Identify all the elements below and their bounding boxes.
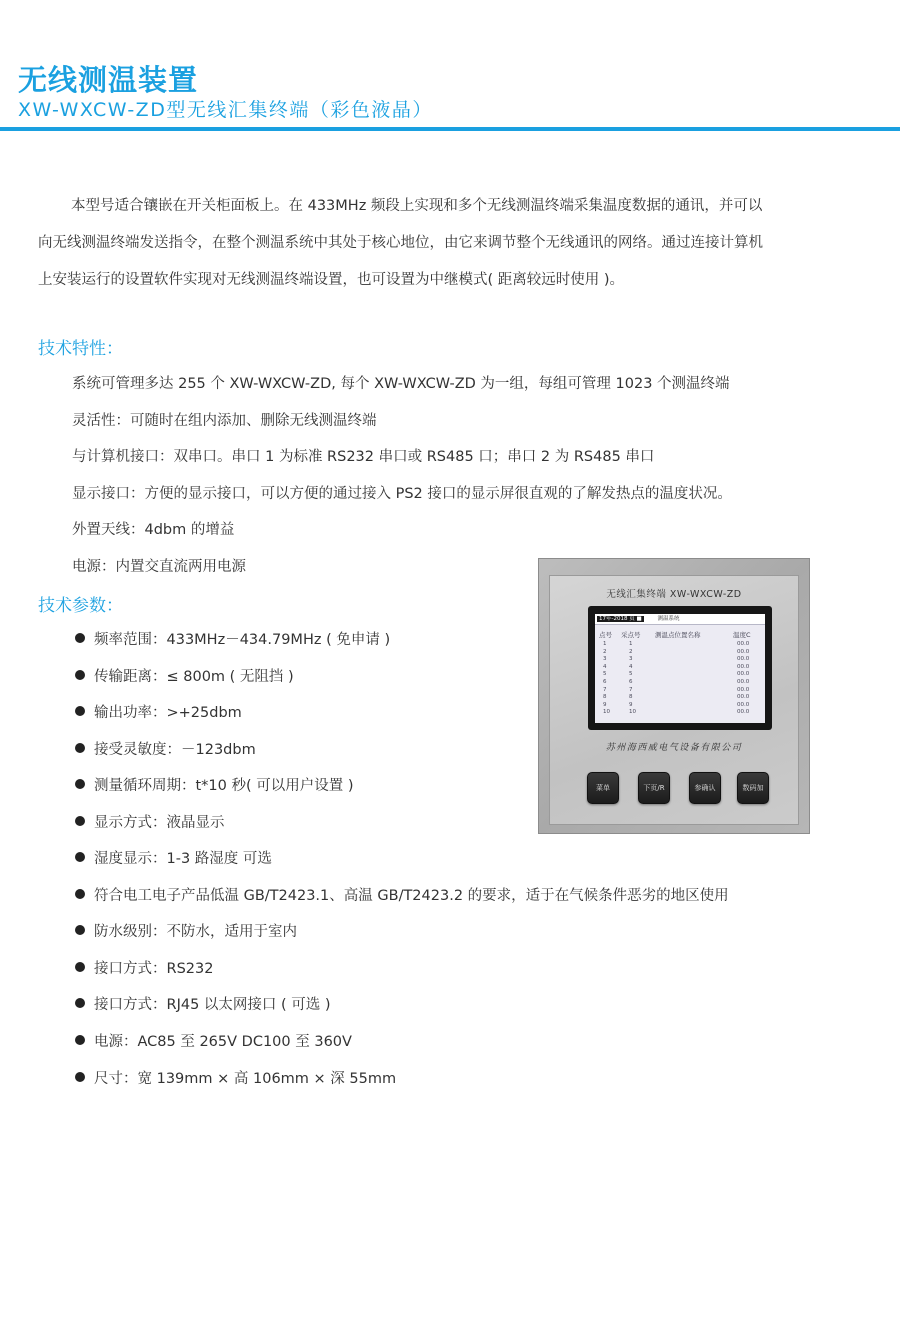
intro-paragraph <box>38 188 838 299</box>
spec-item: 接受灵敏度：－123dbm <box>75 738 256 759</box>
lcd-display <box>595 614 765 723</box>
spec-item: 测量循环周期：t*10 秒( 可以用户设置 ) <box>75 774 354 795</box>
spec-item: 显示方式：液晶显示 <box>75 811 225 832</box>
bullet-icon <box>75 998 85 1008</box>
device-next-button: 下页/R <box>638 772 670 804</box>
feature-item: 外置天线：4dbm 的增益 <box>72 522 235 538</box>
features-heading: 技术特性： <box>38 339 123 359</box>
page-title: 无线测温装置 <box>18 63 199 97</box>
lcd-status-left: 17年-2018 页 ■ <box>599 616 642 622</box>
bullet-icon <box>75 706 85 716</box>
lcd-header: 测温点位置名称 <box>655 631 701 639</box>
bullet-icon <box>75 962 85 972</box>
lcd-status-title: 测温系统 <box>657 616 680 622</box>
spec-item: 尺寸：宽 139mm × 高 106mm × 深 55mm <box>75 1067 396 1088</box>
intro-line: 本型号适合镶嵌在开关柜面板上。在 433MHz 频段上实现和多个无线测温终端采集温度数据的通讯，并可以 <box>71 198 763 214</box>
bullet-icon <box>75 852 85 862</box>
lcd-column-temp: 00.0 00.0 00.0 00.0 00.0 00.0 00.0 00.0 00.0 00.0 <box>737 641 750 716</box>
lcd-column-sample: 1 2 3 4 5 6 7 8 9 10 <box>629 641 636 716</box>
feature-item: 与计算机接口：双串口。串口 1 为标准 RS232 串口或 RS485 口；串口 2 为 RS485 串口 <box>72 449 655 465</box>
lcd-column-point: 1 2 3 4 5 6 7 8 9 10 <box>603 641 610 716</box>
device-menu-button: 菜单 <box>587 772 619 804</box>
header-divider <box>0 127 900 131</box>
bullet-icon <box>75 925 85 935</box>
bullet-icon <box>75 1072 85 1082</box>
device-company-label: 苏州海西威电气设备有限公司 <box>605 743 743 753</box>
specs-heading: 技术参数： <box>38 596 123 616</box>
spec-item: 防水级别：不防水，适用于室内 <box>75 920 297 941</box>
feature-item: 灵活性：可随时在组内添加、删除无线测温终端 <box>72 413 377 429</box>
bullet-icon <box>75 889 85 899</box>
lcd-header: 点号 <box>599 631 612 639</box>
bullet-icon <box>75 670 85 680</box>
spec-item: 电源：AC85 至 265V DC100 至 360V <box>75 1030 352 1051</box>
feature-item: 显示接口：方便的显示接口，可以方便的通过接入 PS2 接口的显示屏很直观的了解发热点的温度状况。 <box>72 486 732 502</box>
spec-item: 传输距离：≤ 800m ( 无阻挡 ) <box>75 665 294 686</box>
device-plus-button: 数码加 <box>737 772 769 804</box>
spec-item: 湿度显示：1-3 路湿度 可选 <box>75 847 272 868</box>
device-confirm-button: 参确认 <box>689 772 721 804</box>
device-panel <box>549 575 799 825</box>
intro-line: 上安装运行的设置软件实现对无线测温终端设置，也可设置为中继模式( 距离较远时使用 )。 <box>38 272 625 288</box>
device-screen <box>588 606 772 730</box>
lcd-header: 温度C <box>733 631 751 639</box>
spec-item: 接口方式：RJ45 以太网接口 ( 可选 ) <box>75 993 331 1014</box>
spec-item: 输出功率：>+25dbm <box>75 701 242 722</box>
bullet-icon <box>75 743 85 753</box>
bullet-icon <box>75 816 85 826</box>
spec-item: 符合电工电子产品低温 GB/T2423.1、高温 GB/T2423.2 的要求，适于在气候条件恶劣的地区使用 <box>75 884 729 905</box>
feature-item: 系统可管理多达 255 个 XW-WXCW-ZD, 每个 XW-WXCW-ZD 为一组，每组可管理 1023 个测温终端 <box>72 376 730 392</box>
device-label: 无线汇集终端 XW-WXCW-ZD <box>606 589 742 600</box>
bullet-icon <box>75 633 85 643</box>
bullet-icon <box>75 779 85 789</box>
device-photo <box>538 558 810 834</box>
intro-line: 向无线测温终端发送指令，在整个测温系统中其处于核心地位，由它来调节整个无线通讯的网络。通过连接计算机 <box>38 235 763 251</box>
feature-item: 电源：内置交直流两用电源 <box>72 559 246 575</box>
bullet-icon <box>75 1035 85 1045</box>
page-subtitle: XW-WXCW-ZD型无线汇集终端（彩色液晶） <box>18 99 433 121</box>
spec-item: 频率范围：433MHz－434.79MHz ( 免申请 ) <box>75 628 390 649</box>
lcd-status-bar <box>595 614 765 625</box>
spec-item: 接口方式：RS232 <box>75 957 213 978</box>
lcd-header: 采点号 <box>621 631 641 639</box>
